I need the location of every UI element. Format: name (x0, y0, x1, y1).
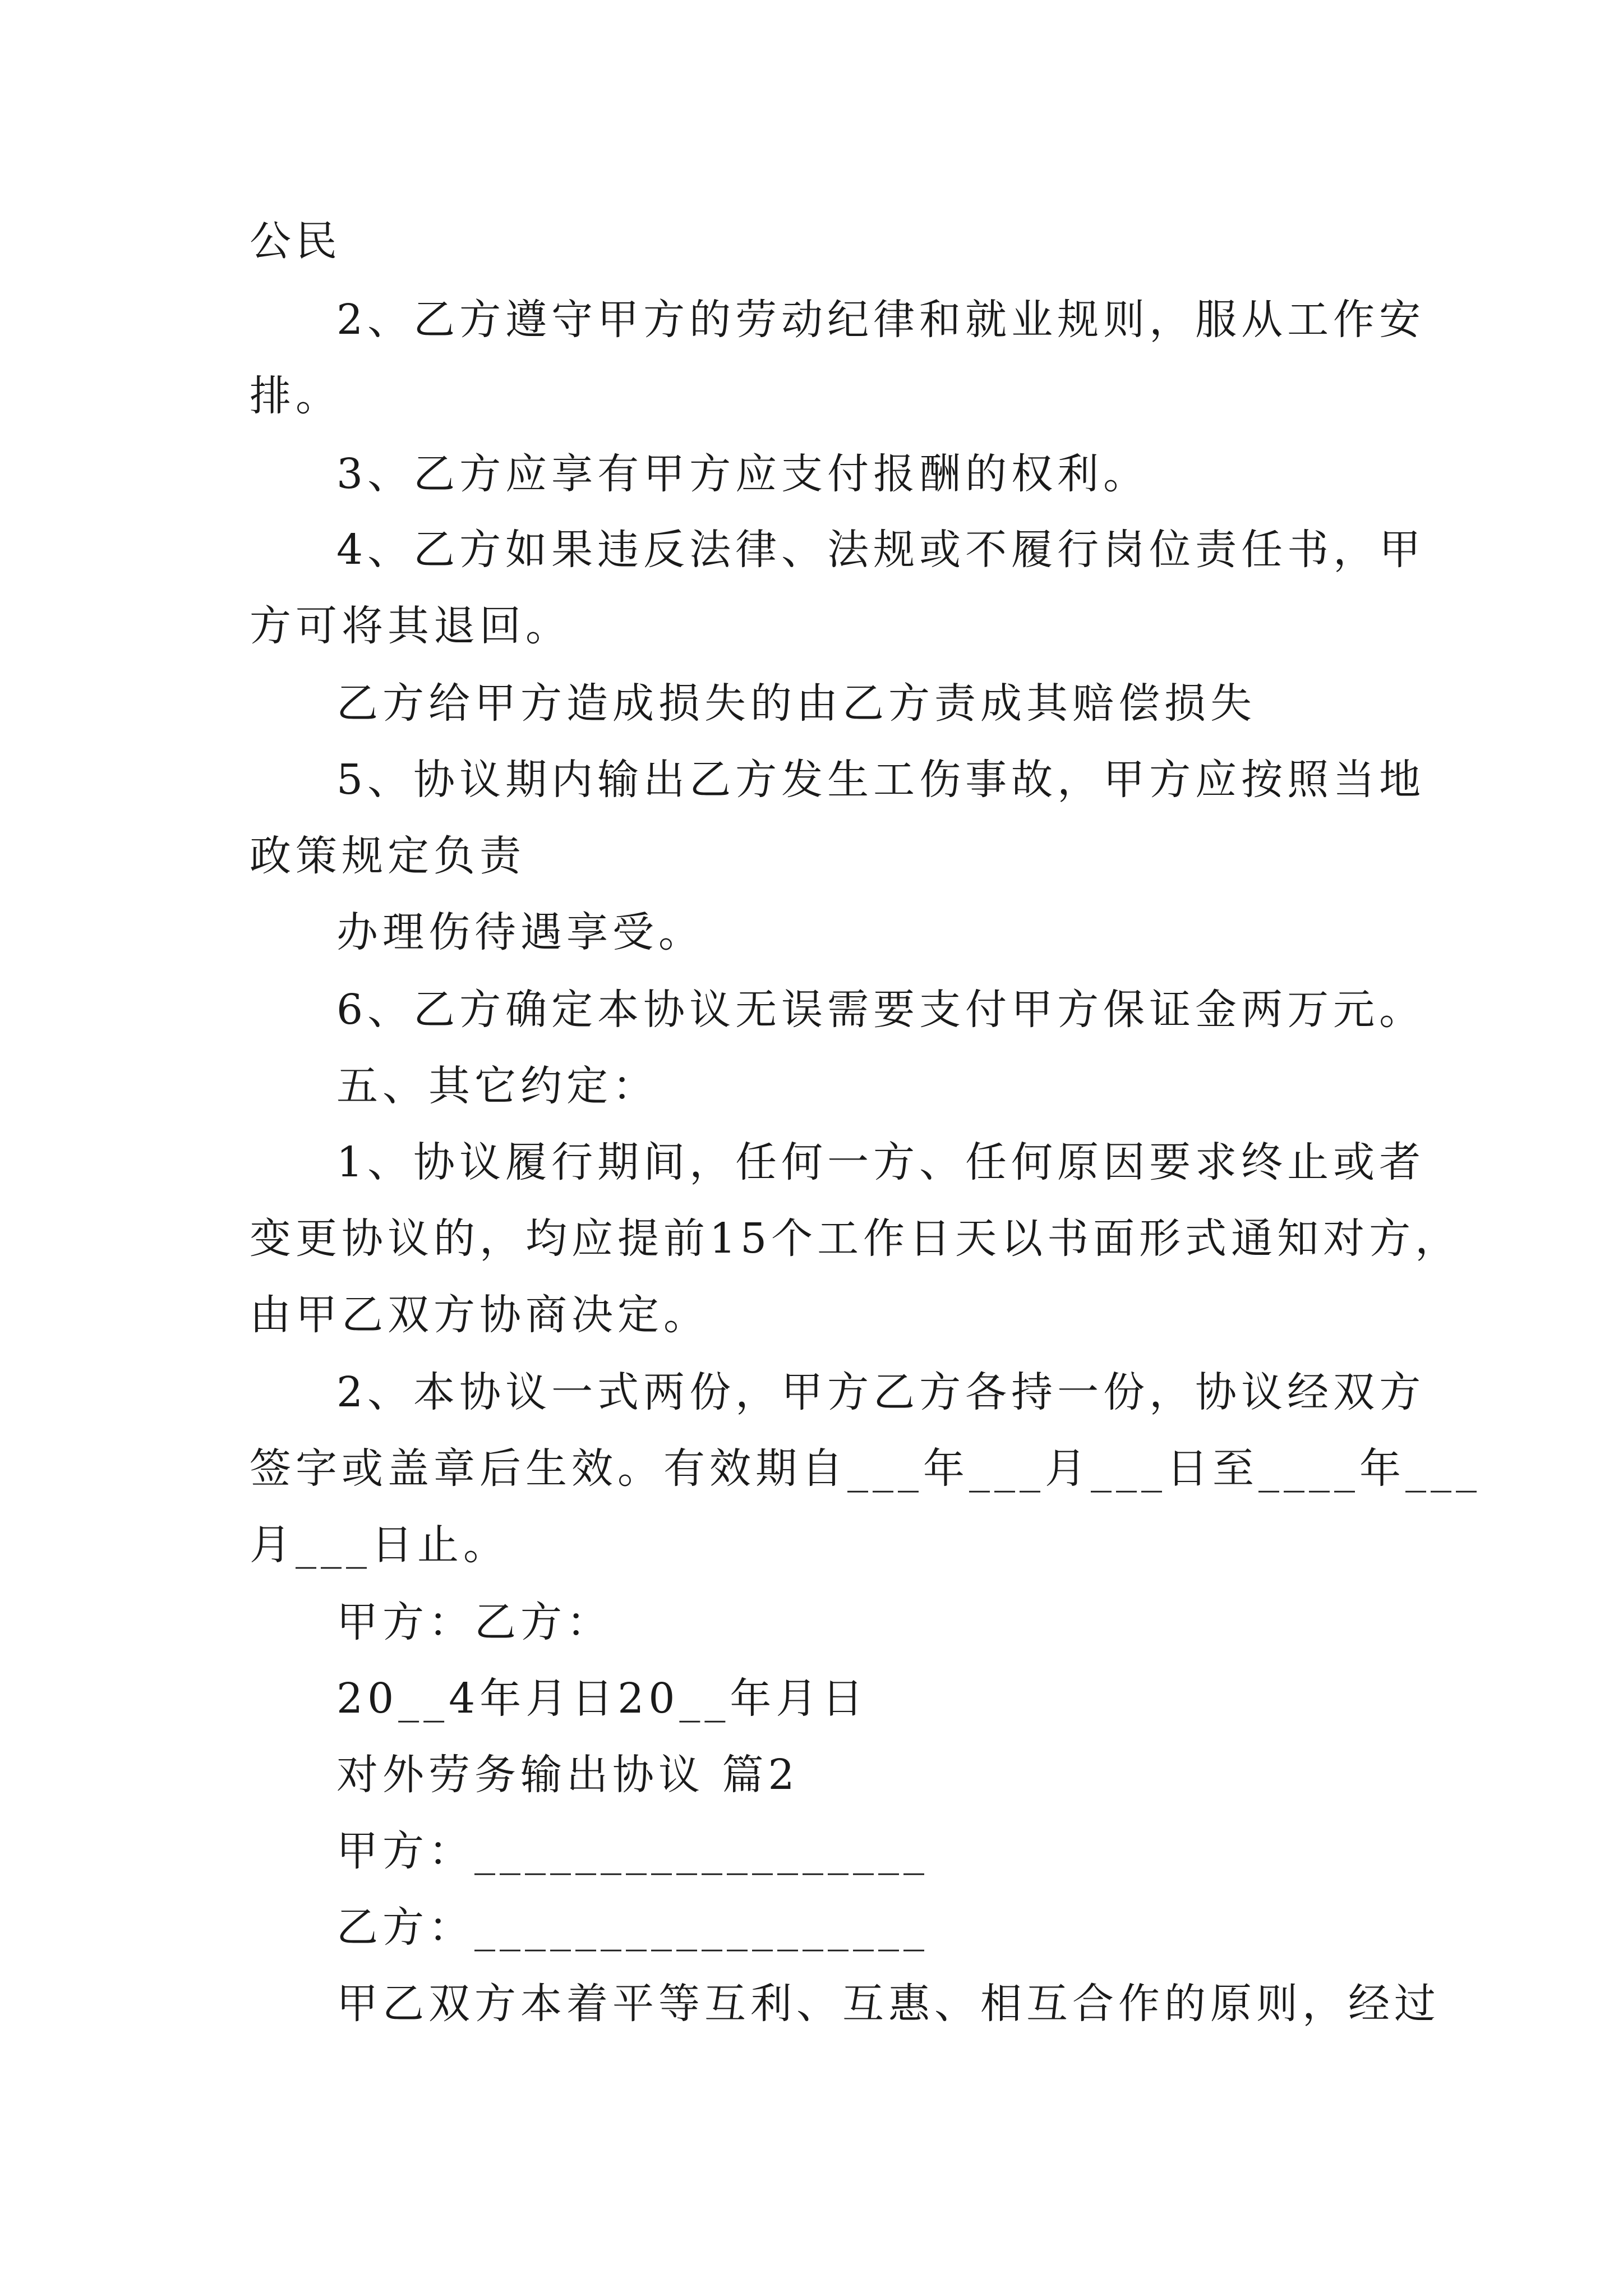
text-line: 2、本协议一式两份，甲方乙方各持一份，协议经双方 (336, 1368, 1426, 1416)
text-line: 3、乙方应享有甲方应支付报酬的权利。 (336, 450, 1150, 498)
text-line: 2、乙方遵守甲方的劳动纪律和就业规则，服从工作安 (336, 296, 1426, 344)
text-line: 乙方：__________________ (336, 1903, 929, 1952)
text-line: 甲方：乙方： (336, 1598, 612, 1646)
text-line: 对外劳务输出协议 篇2 (336, 1751, 799, 1799)
text-line: 五、其它约定： (336, 1062, 658, 1110)
text-line: 1、协议履行期间，任何一方、任何原因要求终止或者 (336, 1138, 1426, 1186)
text-line: 公民 (250, 217, 342, 265)
text-line: 4、乙方如果违反法律、法规或不履行岗位责任书，甲 (336, 526, 1426, 574)
text-line: 签字或盖章后生效。有效期自___年___月___日至____年___ (250, 1444, 1481, 1493)
text-line: 5、协议期内输出乙方发生工伤事故，甲方应按照当地 (336, 756, 1426, 804)
text-line: 变更协议的，均应提前15个工作日天以书面形式通知对方， (250, 1214, 1461, 1263)
text-line: 由甲乙双方协商决定。 (250, 1291, 709, 1339)
text-line: 方可将其退回。 (250, 602, 571, 650)
text-line: 乙方给甲方造成损失的由乙方责成其赔偿损失 (336, 679, 1256, 728)
text-line: 月___日止。 (250, 1521, 509, 1569)
text-line: 办理伤待遇享受。 (336, 908, 704, 956)
text-line: 甲方：__________________ (336, 1827, 929, 1875)
text-line: 6、乙方确定本协议无误需要支付甲方保证金两万元。 (336, 986, 1426, 1034)
text-line: 甲乙双方本着平等互利、互惠、相互合作的原则，经过 (336, 1980, 1440, 2028)
text-line: 20__4年月日20__年月日 (336, 1674, 868, 1723)
text-line: 政策规定负责 (250, 832, 525, 880)
text-line: 排。 (250, 372, 342, 420)
